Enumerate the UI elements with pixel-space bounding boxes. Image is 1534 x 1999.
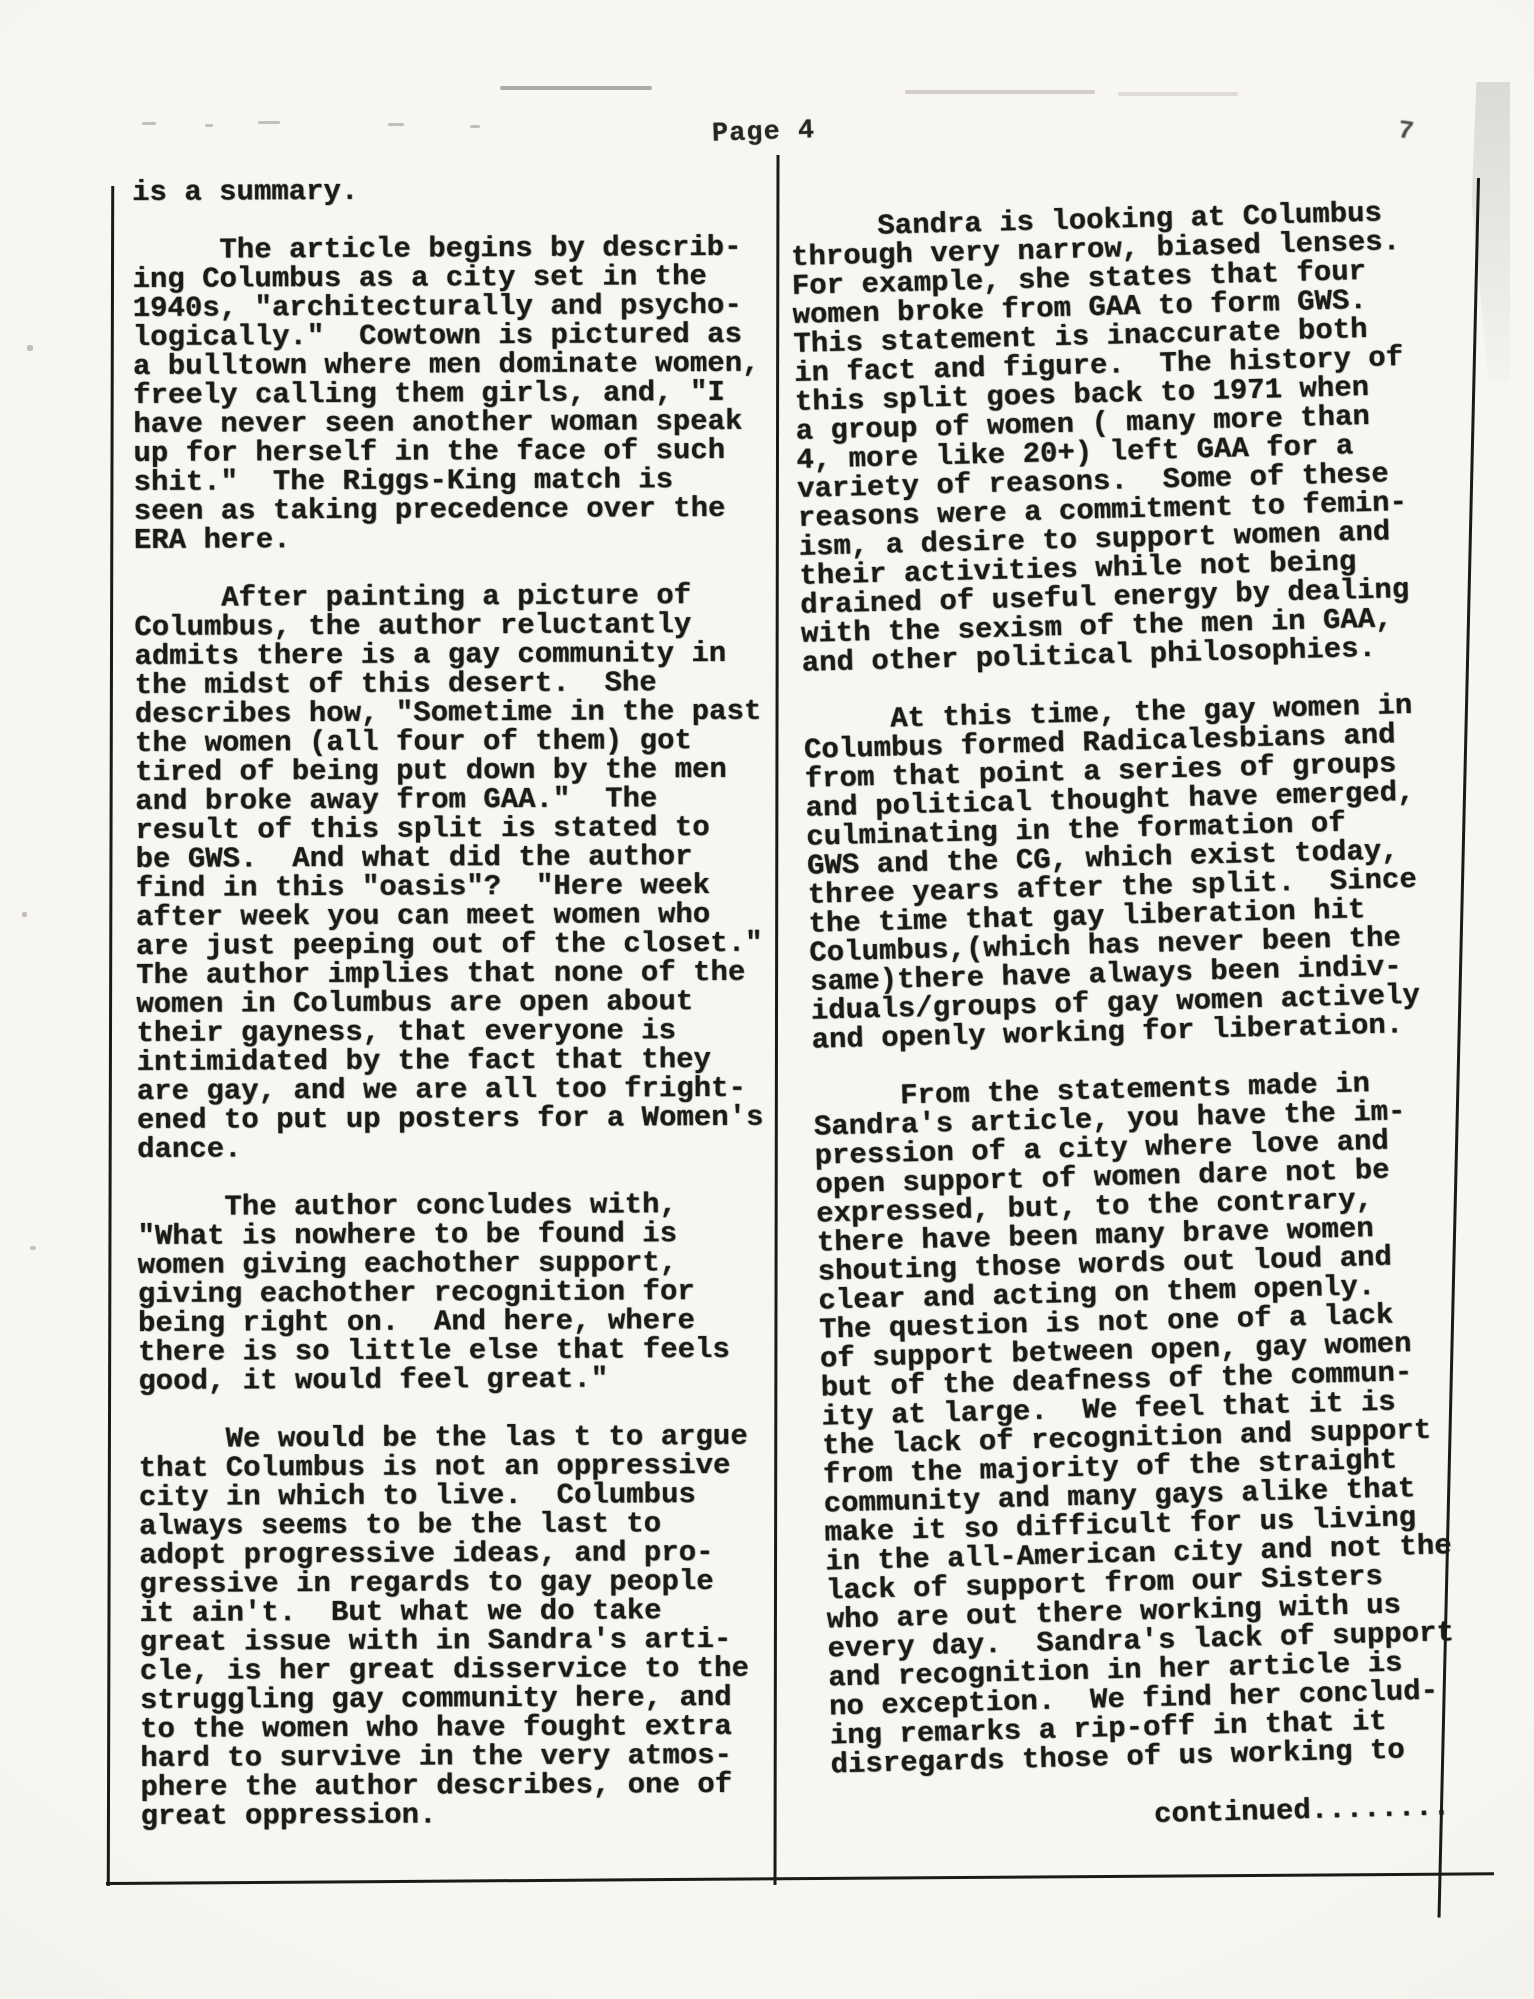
left-column <box>132 175 789 1831</box>
scan-speck <box>470 125 480 128</box>
corner-mark: 7 <box>1395 115 1416 147</box>
scan-speck <box>205 124 213 127</box>
scan-speck <box>142 122 156 125</box>
scan-speck <box>27 345 33 351</box>
paragraph: After painting a picture of Columbus, the author reluctantly admits there is a gay community in the midst of this desert. She describes how, "Sometime in the past the women (all four of them) got tired of being put down by the men and broke away from GAA." The result of this split is stated to be GWS. And what did the author find in this "oasis"? "Here week after week you can meet women who are just peeping out of the closet." The author implies that none of the women in Columbus are open about their gayness, that everyone is intimidated by the fact that they are gay, and we are all too fright- ened to put up posters for a Women's dance. <box>134 579 764 1166</box>
paragraph: From the statements made in Sandra's article, you have the im- pression of a city where love and open support of women dare not be expressed, but, to the contrary, there have been many brave women shouting those words out loud and clear and acting on them openly. The question is not one of a lack of support between open, gay women but of the deafness of the commun- ity at large. We feel that it is the lack of recognition and support from the majority of the straight community and many gays alike that make it so difficult for us living in the all-American city and not the lack of support from our Sisters who are out there working with us every day. Sandra's lack of support and recognition in her article is no exception. We find her conclud- ing remarks a rip-off in that it disregards those of us working to <box>812 1067 1455 1782</box>
paragraph: The article begins by describ- ing Columbus as a city set in the 1940s, "architecturally and psycho- logically." Cowtown is pictured as a bulltown where men dominate women, freely calling them girls, and, "I have never seen another woman speak up for herself in the face of such shit." The Riggs-King match is seen as taking precedence over the ERA here. <box>132 230 760 557</box>
scan-speck <box>30 1246 36 1250</box>
continued-note: continued........ <box>1153 1790 1451 1832</box>
scan-speck <box>258 121 280 124</box>
paragraph: We would be the las t to argue that Columbus is not an oppressive city in which to live. Columbus always seems to be the last to adopt progressive ideas, and pro- gressive in regards to gay people it ain't. But what we do take great issue with in Sandra's arti- cle, is her great disservice to the struggling gay community here, and to the women who have fought extra hard to survive in the very atmos- phere the author describes, one of great oppression. <box>138 1419 750 1833</box>
page-border-left <box>107 186 114 1886</box>
scan-speck <box>388 123 404 126</box>
right-column <box>790 197 1464 1837</box>
paragraph: Sandra is looking at Columbus through very narrow, biased lenses. For example, she states that four women broke from GAA to form GWS. This statement is inaccurate both in fact and figure. The history of this split goes back to 1971 when a group of women ( many more than 4, more like 20+) left GAA for a variety of reasons. Some of these reasons were a commitment to femin- ism, a desire to support women and their activities while not being drained of useful energy by dealing with the sexism of the men in GAA, and other political philosophies. <box>789 196 1410 680</box>
scan-dash <box>905 90 1095 94</box>
page-border-bottom <box>106 1872 1494 1885</box>
paragraph: At this time, the gay women in Columbus formed Radicalesbians and from that point a series of groups and political thought have emerged, culminating in the formation of GWS and the CG, which exist today, three years after the split. Since the time that gay liberation hit Columbus,(which has never been the same)there have always been indiv- iduals/groups of gay women actively and openly working for liberation. <box>802 688 1421 1057</box>
page-number-header: Page 4 <box>711 116 816 150</box>
scan-speck <box>22 912 27 917</box>
page-corner-notch <box>1462 82 1510 382</box>
scan-dash <box>1118 92 1238 96</box>
scan-dash <box>500 86 652 90</box>
paragraph: is a summary. <box>131 174 359 209</box>
paragraph: The author concludes with, "What is nowhere to be found is women giving eachother support, giving eachother recognition for being right on. And here, where there is so little else that feels good, it would feel great." <box>137 1188 730 1398</box>
